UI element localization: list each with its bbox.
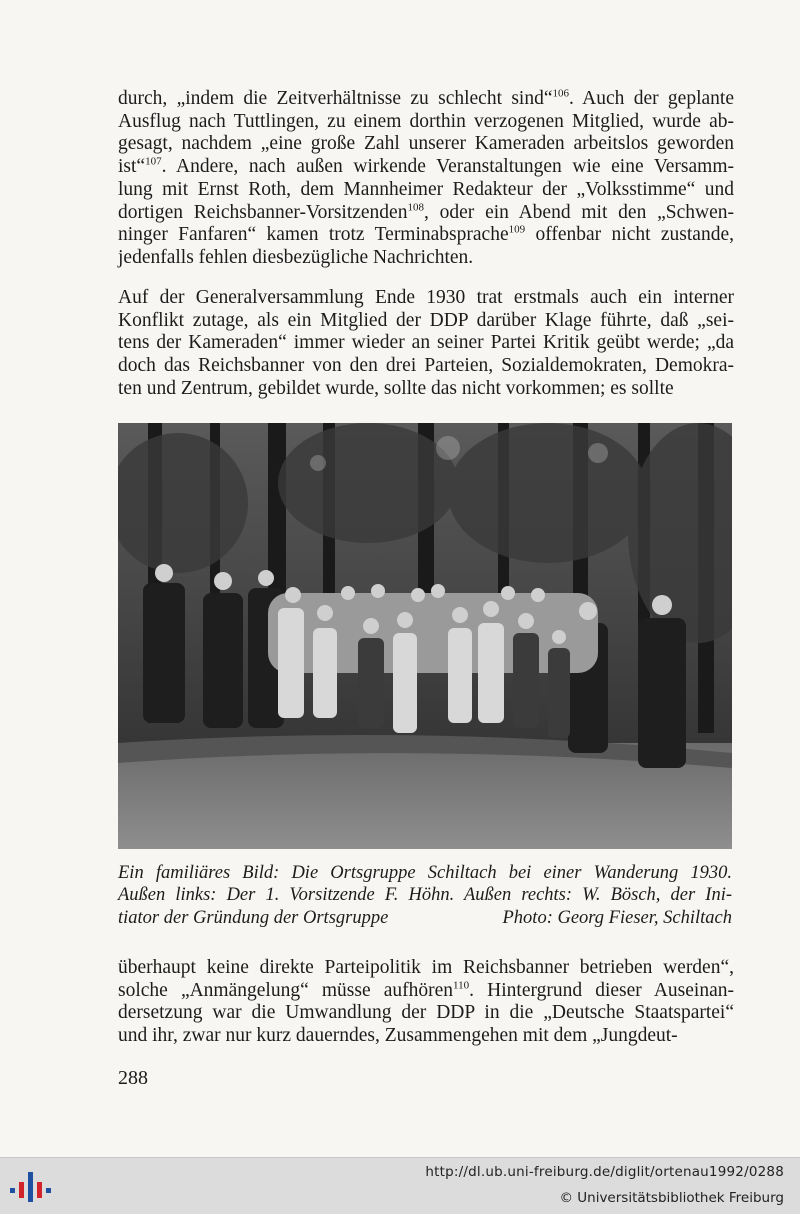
text-line: Konflikt zutage, als ein Mitglied der DDP darüber Klage führte, daß „sei- [118, 309, 734, 331]
caption-line-2: Außen links: Der 1. Vorsitzende F. Höhn. Außen rechts: W. Bösch, der Ini- [118, 885, 732, 906]
photo-credit: Photo: Georg Fieser, Schiltach [502, 907, 732, 928]
text-line: dersetzung war die Umwandlung der DDP in die „Deutsche Staatspartei“ [118, 1002, 734, 1024]
text-line: durch, „indem die Zeitverhältnisse zu schlecht sind“$^{106}$. Auch der geplante [118, 87, 734, 109]
caption-line-1: Ein familiäres Bild: Die Ortsgruppe Schiltach bei einer Wanderung 1930. [118, 863, 732, 883]
footnote-marker: 110 [453, 979, 470, 992]
copyright-notice: © Universitätsbibliothek Freiburg [559, 1190, 784, 1206]
text-line: doch das Reichsbanner von den drei Parteien, Sozialdemokraten, Demokra- [118, 355, 734, 377]
paragraph-1 [118, 88, 734, 270]
photo-caption [118, 862, 732, 929]
permalink-url[interactable]: http://dl.ub.uni-freiburg.de/diglit/ortenau1992/0288 [425, 1164, 784, 1180]
paragraph-2 [118, 287, 734, 401]
footnote-marker: 109 [508, 223, 526, 236]
text-line: lung mit Ernst Roth, dem Mannheimer Redakteur der „Volksstimme“ und [118, 178, 734, 200]
page-number: 288 [118, 1067, 148, 1089]
text-line: Ausflug nach Tuttlingen, zu einem dorthin verzogenen Mitglied, wurde ab- [118, 110, 734, 132]
text-line: ninger Fanfaren“ kamen trotz Terminabsprache$^{109}$ offenbar nicht zustande, [118, 223, 734, 246]
text-line: ist“$^{107}$. Andere, nach außen wirkende Veranstaltungen wie eine Versamm- [118, 155, 734, 178]
library-footer [0, 1157, 800, 1214]
text-line: jedenfalls fehlen diesbezügliche Nachrichten. [118, 246, 474, 268]
text-line: gesagt, nachdem „eine große Zahl unserer Kameraden arbeitslos geworden [118, 133, 734, 155]
text-line: solche „Anmängelung“ müsse aufhören$^{110}$. Hintergrund dieser Auseinan- [118, 979, 734, 1001]
text-line: überhaupt keine direkte Parteipolitik im Reichsbanner betrieben werden“, [118, 957, 734, 978]
footnote-marker: 107 [145, 155, 162, 168]
footnote-marker: 106 [552, 87, 569, 100]
text-line: ten und Zentrum, gebildet wurde, sollte das nicht vorkommen; es sollte [118, 377, 674, 399]
text-line: tens der Kameraden“ immer wieder an seiner Partei Kritik geübt werde; „da [118, 332, 734, 354]
text-line: und ihr, zwar nur kurz dauerndes, Zusammengehen mit dem „Jungdeut- [118, 1025, 678, 1047]
footnote-marker: 108 [407, 201, 424, 214]
paragraph-3 [118, 957, 734, 1048]
group-photo [118, 423, 732, 849]
ub-freiburg-logo-icon [10, 1170, 54, 1204]
caption-line-3: tiator der Gründung der Ortsgruppe [118, 907, 389, 928]
text-line: Auf der Generalversammlung Ende 1930 trat erstmals auch ein interner [118, 287, 734, 308]
text-line: dortigen Reichsbanner-Vorsitzenden$^{108}$, oder ein Abend mit den „Schwen- [118, 201, 734, 223]
